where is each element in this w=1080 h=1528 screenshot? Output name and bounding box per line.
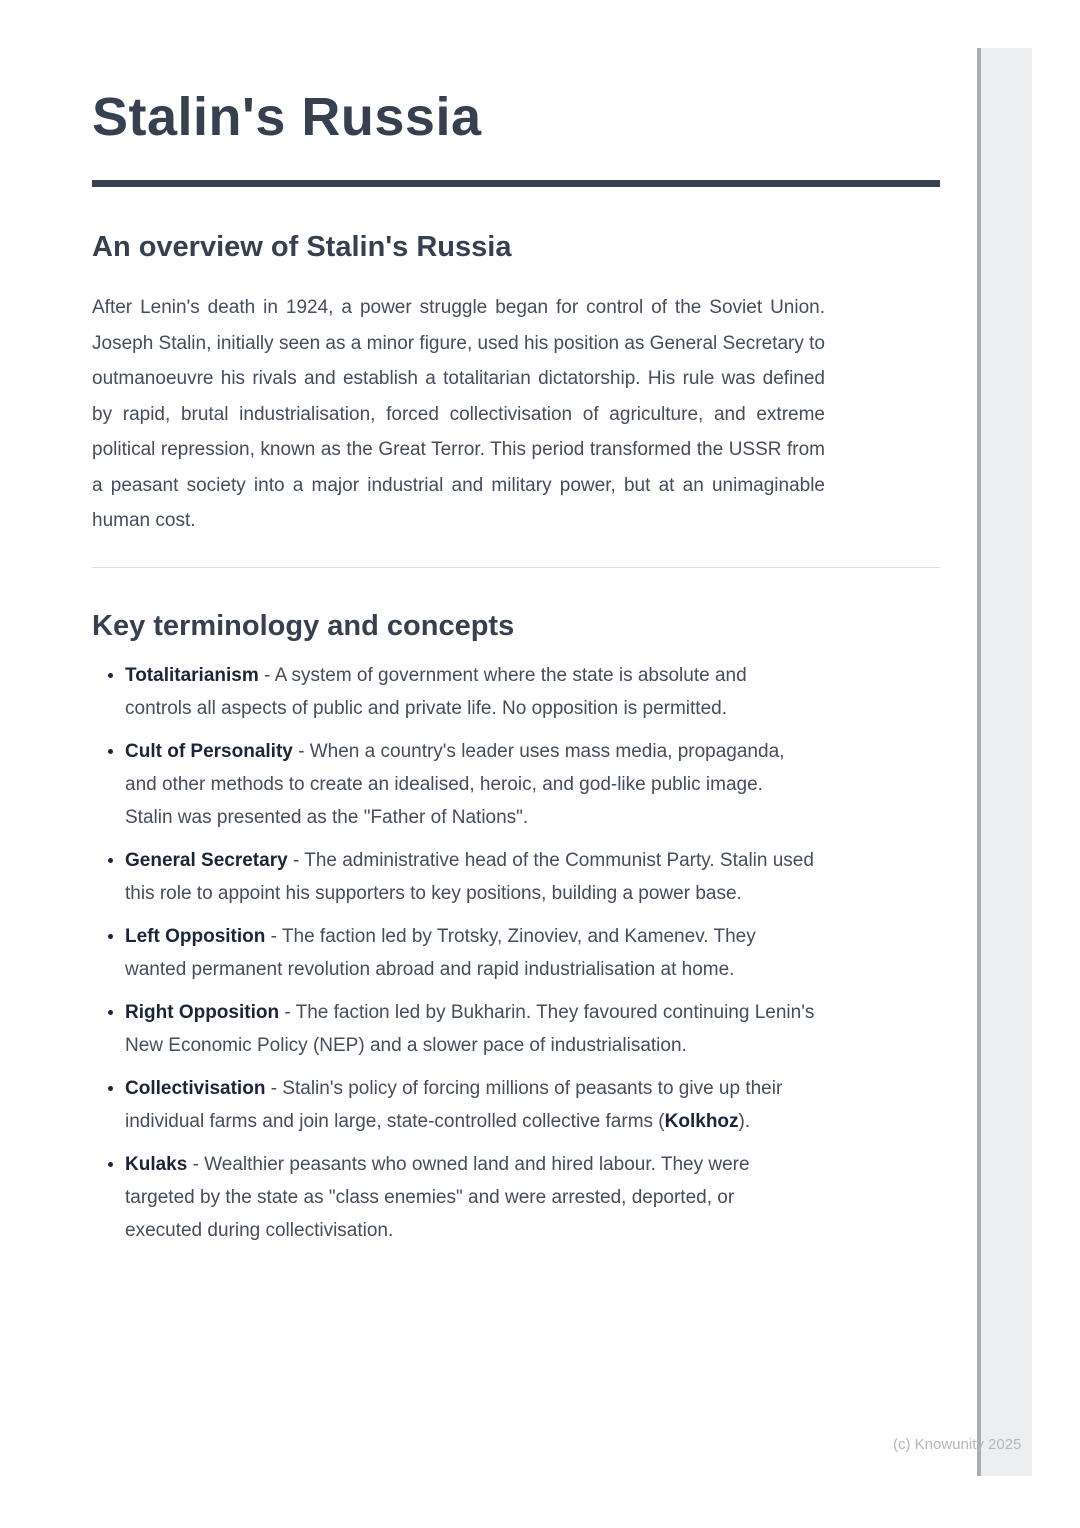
term-definition: - Stalin's policy of forcing millions of peasants to give up their individual farms and join large, state-controlled collective farms ( [125, 1077, 783, 1132]
page-title: Stalin's Russia [92, 87, 482, 147]
title-rule [92, 180, 940, 187]
term-definition: - When a country's leader uses mass media, propaganda, and other methods to create an idealised, heroic, and god-like public image. Stalin was presented as the "Father of Nations". [125, 740, 785, 828]
scrollbar-track[interactable] [977, 48, 1032, 1476]
term-definition: - A system of government where the state is absolute and controls all aspects of public and private life. No opposition is permitted. [125, 664, 747, 719]
term-definition: - Wealthier peasants who owned land and hired labour. They were targeted by the state as "class enemies" and were arrested, deported, or executed during collectivisation. [125, 1153, 750, 1241]
term-item-kulaks [125, 1148, 815, 1247]
term-label: Collectivisation [125, 1077, 266, 1099]
term-item-totalitarianism [125, 659, 815, 725]
term-definition-tail: ). [738, 1110, 751, 1132]
term-item-general-secretary [125, 844, 815, 910]
term-bold-kolkhoz: Kolkhoz [664, 1110, 739, 1132]
term-label: Left Opposition [125, 925, 266, 947]
term-item-left-opposition [125, 920, 815, 986]
term-item-collectivisation [125, 1072, 815, 1138]
term-label: Kulaks [125, 1153, 188, 1175]
term-definition: - The faction led by Bukharin. They favoured continuing Lenin's New Economic Policy (NEP) and a slower pace of industrialisation. [125, 1001, 815, 1056]
watermark-text: (c) Knowunity 2025 [893, 1436, 1022, 1453]
term-label: Totalitarianism [125, 664, 259, 686]
term-definition: - The faction led by Trotsky, Zinoviev, and Kamenev. They wanted permanent revolution abroad and rapid industrialisation at home. [125, 925, 756, 980]
term-label: Cult of Personality [125, 740, 293, 762]
section-divider [92, 567, 940, 568]
overview-paragraph: After Lenin's death in 1924, a power struggle began for control of the Soviet Union. Joseph Stalin, initially seen as a minor figure, used his position as General Secretary to outmanoeuvre his rivals and establish a totalitarian dictatorship. His rule was defined by rapid, brutal industrialisation, forced collectivisation of agriculture, and extreme political repression, known as the Great Terror. This period transformed the USSR from a peasant society into a major industrial and military power, but at an unimaginable human cost. [92, 297, 825, 531]
term-item-right-opposition [125, 996, 815, 1062]
terminology-list [92, 659, 940, 1247]
document-page [92, 0, 940, 1257]
term-label: Right Opposition [125, 1001, 280, 1023]
terminology-heading: Key terminology and concepts [92, 609, 515, 642]
overview-heading: An overview of Stalin's Russia [92, 231, 512, 263]
term-definition: - The administrative head of the Communist Party. Stalin used this role to appoint his supporters to key positions, building a power base. [125, 849, 814, 904]
term-item-cult-of-personality [125, 735, 815, 834]
term-label: General Secretary [125, 849, 288, 871]
